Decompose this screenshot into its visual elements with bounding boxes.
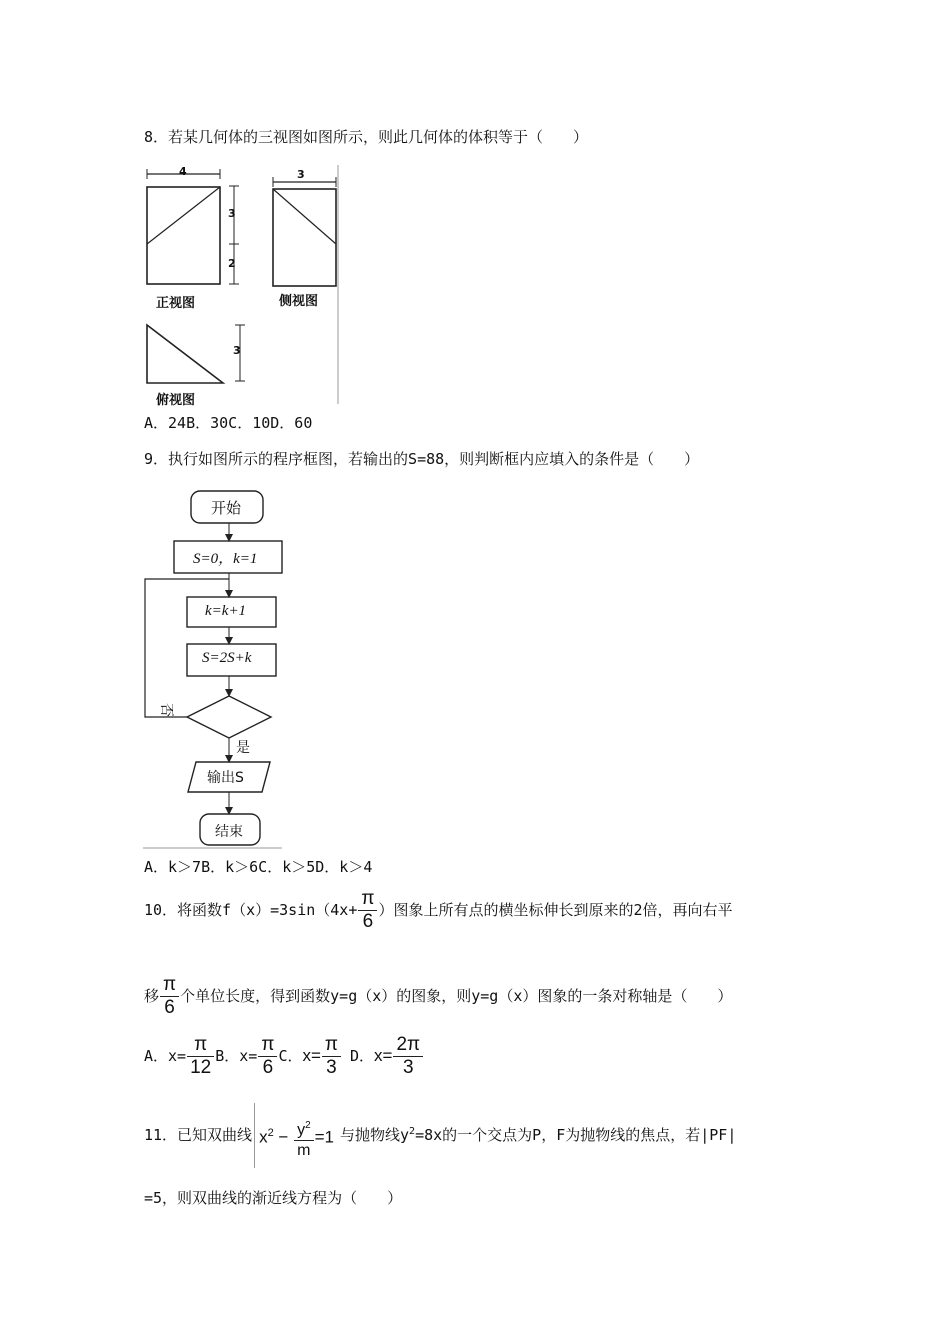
q9-options: A．k＞7B．k＞6C．k＞5D．k＞4 [144,858,373,876]
eq-y: y [297,1120,306,1138]
frac-denominator: 12 [190,1057,212,1078]
q10-frac-shift [160,974,179,1019]
flow-end: 结束 [215,824,243,840]
q10-option-a: A．x= [144,1047,187,1065]
lower-height-dim: 2 [228,257,236,270]
q10-option-a-frac [187,1034,214,1079]
flow-step1: k=k+1 [205,603,247,619]
front-view-label: 正视图 [156,296,196,311]
frac-denominator: 3 [326,1057,337,1078]
three-view-figure [140,160,345,405]
eq-sup: 2 [305,1119,311,1131]
q10-option-c-frac [322,1034,341,1079]
frac-numerator: 2π [393,1034,423,1057]
q10-text-2: ）图象上所有点的横坐标伸长到原来的2倍，再向右平 [378,901,733,919]
flow-init: S=0，k=1 [193,551,258,567]
q10-option-b: B．x= [215,1047,258,1065]
flow-start: 开始 [211,499,242,517]
top-view-label: 俯视图 [156,393,196,408]
q10-frac-pi-6 [358,888,377,933]
hyperbola-equation [254,1103,338,1168]
q10-option-c-x: x= [302,1046,321,1065]
q10-line2 [144,974,732,1019]
q10-line1 [144,888,733,933]
q10-option-c: C． [278,1047,303,1065]
q9-stem: 9．执行如图所示的程序框图，若输出的S=88，则判断框内应填入的条件是（ ） [144,450,700,468]
q11-text-3: =8x的一个交点为P，F为抛物线的焦点，若|PF| [415,1125,737,1144]
top-height-dim: 3 [233,344,241,357]
frac-numerator [294,1116,314,1141]
upper-height-dim: 3 [228,207,236,220]
q10-option-d-x: x= [374,1046,393,1065]
q10-options [144,1034,424,1079]
eq-rhs: =1 [314,1127,335,1147]
frac-denominator: 6 [262,1057,274,1078]
frac-numerator: π [322,1034,341,1057]
side-width-dim: 3 [297,168,305,181]
frac-denominator: 6 [164,997,175,1018]
flowchart [140,485,290,850]
flow-yes-label: 是 [236,740,250,756]
frac-numerator: π [358,888,377,911]
q10-option-b-frac [258,1034,277,1079]
frac-denominator: m [297,1141,311,1159]
frac-numerator: π [258,1034,277,1057]
flow-step2: S=2S+k [202,650,252,666]
q10-text-4: 个单位长度，得到函数y=g（x）的图象，则y=g（x）图象的一条对称轴是（ ） [180,987,733,1005]
q10-text-3: 移 [144,987,160,1005]
side-view-label: 侧视图 [279,294,319,309]
flow-no-label: 否 [158,703,174,717]
eq-sup: 2 [267,1127,274,1139]
q10-text-1: 10．将函数f（x）=3sin（4x+ [144,901,358,919]
q8-options: A．24B．30C．10D．60 [144,414,313,432]
flow-output: 输出S [207,770,244,786]
frac-numerator: π [160,974,179,997]
q11-line1 [144,1103,736,1168]
q10-option-d-frac [393,1034,423,1079]
q11-text-1: 11．已知双曲线 [144,1125,253,1144]
frac-denominator: 3 [403,1057,414,1078]
frac-numerator: π [187,1034,214,1057]
q11-text-2: 与抛物线y [340,1125,410,1144]
q10-option-d: D． [350,1047,375,1065]
q11-sup: 2 [409,1125,416,1137]
front-width-dim: 4 [179,165,187,178]
frac-denominator: 6 [362,911,374,932]
q11-line2: =5，则双曲线的渐近线方程为（ ） [144,1189,403,1207]
eq-x: x [259,1127,268,1147]
eq-frac [294,1116,314,1161]
eq-minus: − [273,1127,294,1147]
q8-stem: 8．若某几何体的三视图如图所示，则此几何体的体积等于（ ） [144,128,589,146]
